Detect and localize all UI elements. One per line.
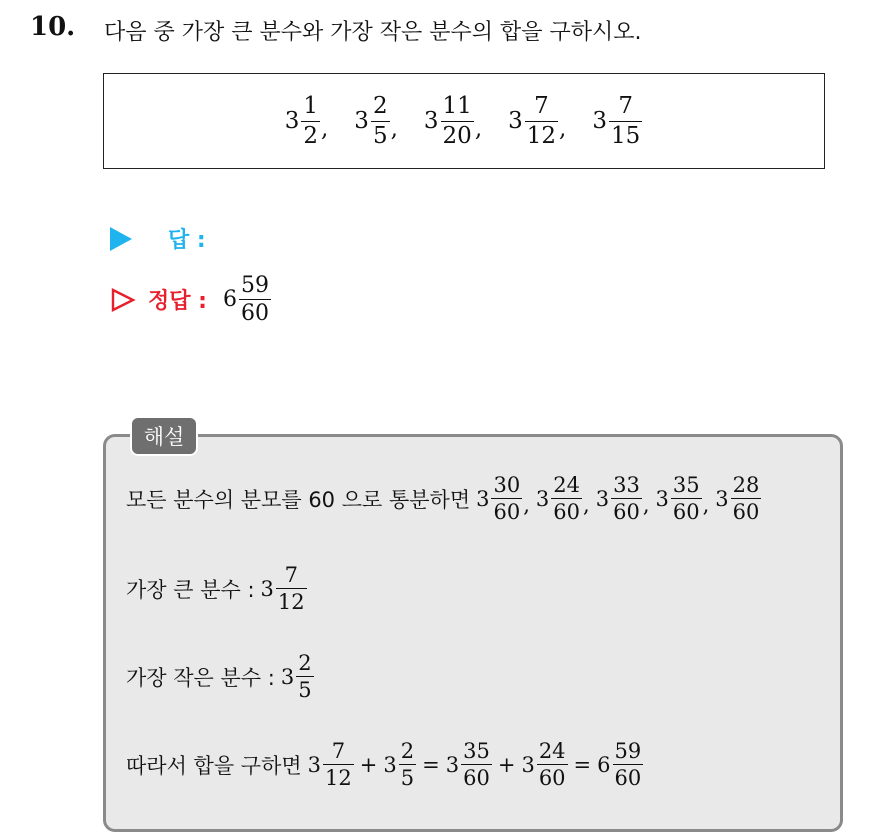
whole-part: 3 (476, 486, 490, 511)
choices-list (285, 94, 644, 147)
numerator: 2 (400, 739, 415, 763)
separator: , (474, 115, 483, 142)
operator: + (497, 752, 516, 777)
operator: = (573, 752, 592, 777)
numerator: 24 (553, 473, 581, 497)
denominator: 60 (493, 500, 521, 525)
numerator: 30 (493, 473, 521, 497)
choice-fraction (424, 94, 482, 147)
denominator: 60 (613, 500, 640, 525)
denominator: 12 (277, 590, 305, 615)
answer-row (110, 223, 206, 254)
numerator: 2 (298, 651, 312, 675)
whole-part: 3 (383, 752, 397, 777)
denominator: 60 (672, 500, 700, 525)
choices-box (103, 73, 825, 169)
numerator: 35 (463, 739, 490, 763)
whole-part: 3 (260, 576, 274, 601)
numerator: 35 (672, 473, 700, 497)
correct-answer-fraction (223, 274, 271, 325)
choice-fraction (508, 94, 566, 147)
answer-label: 답 : (168, 228, 206, 253)
correct-answer-label: 정답 : (148, 289, 207, 315)
numerator: 11 (442, 93, 472, 120)
fraction (536, 474, 590, 523)
whole-part: 3 (715, 486, 729, 511)
whole-part: 3 (592, 108, 607, 134)
denominator: 12 (526, 122, 557, 149)
solution-text: 따라서 합을 구하면 (126, 753, 302, 778)
solution-text: 가장 큰 분수 : (126, 577, 255, 602)
whole-part: 3 (445, 752, 460, 777)
whole-part: 6 (222, 287, 237, 313)
denominator: 12 (325, 766, 352, 791)
fraction (656, 474, 710, 523)
whole-part: 3 (595, 486, 610, 511)
numerator: 2 (372, 93, 388, 120)
fraction (476, 474, 530, 523)
whole-part: 3 (423, 108, 439, 134)
fraction (715, 474, 762, 523)
numerator: 28 (732, 473, 760, 497)
denominator: 60 (463, 766, 490, 791)
whole-part: 3 (535, 486, 550, 511)
denominator: 5 (400, 766, 415, 791)
question-number: 10. (30, 12, 76, 42)
fraction (596, 474, 650, 523)
numerator: 59 (240, 273, 269, 298)
whole-part: 3 (307, 752, 322, 777)
choice-fraction (285, 94, 329, 147)
whole-part: 3 (354, 108, 369, 134)
numerator: 24 (538, 739, 566, 763)
correct-answer-row (110, 274, 271, 325)
whole-part: 3 (280, 664, 295, 689)
separator: , (583, 493, 590, 518)
whole-part: 3 (508, 108, 523, 134)
separator: , (642, 493, 650, 518)
solution-text: 모든 분수의 분모를 60 으로 통분하면 (126, 487, 471, 512)
play-triangle-icon (110, 227, 132, 251)
whole-part: 3 (521, 752, 535, 777)
solution-tab: 해설 (130, 416, 198, 456)
solution-math (476, 474, 762, 523)
denominator: 15 (611, 122, 641, 149)
numerator: 1 (303, 93, 318, 120)
fraction (521, 740, 567, 789)
separator: , (523, 493, 530, 518)
numerator: 7 (284, 563, 298, 587)
denominator: 20 (442, 122, 472, 149)
solution-math (308, 740, 644, 789)
denominator: 60 (614, 766, 642, 791)
outline-triangle-icon (110, 287, 136, 313)
separator: , (559, 115, 567, 142)
solution-text: 가장 작은 분수 : (126, 665, 275, 690)
numerator: 7 (534, 93, 549, 120)
fraction (308, 740, 354, 789)
whole-part: 3 (284, 108, 300, 134)
denominator: 60 (553, 500, 581, 525)
fraction (261, 564, 307, 613)
denominator: 5 (372, 122, 388, 149)
operator: = (422, 752, 440, 777)
denominator: 60 (732, 500, 760, 525)
fraction (383, 740, 416, 789)
separator: , (702, 493, 710, 518)
question-text: 다음 중 가장 큰 분수와 가장 작은 분수의 합을 구하시오. (104, 20, 642, 45)
fraction (281, 652, 314, 701)
solution-line-2 (126, 564, 307, 613)
solution-line-1 (126, 474, 762, 523)
whole-part: 3 (655, 486, 669, 511)
choice-fraction (592, 94, 643, 147)
numerator: 33 (613, 473, 640, 497)
denominator: 60 (538, 766, 566, 791)
whole-part: 6 (597, 752, 611, 777)
separator: , (390, 115, 398, 142)
operator: + (359, 752, 378, 777)
numerator: 7 (331, 739, 346, 763)
numerator: 7 (618, 93, 633, 120)
denominator: 60 (240, 301, 269, 327)
separator: , (320, 115, 329, 142)
fraction (597, 740, 643, 789)
denominator: 2 (303, 122, 318, 149)
denominator: 5 (298, 678, 312, 703)
choice-fraction (354, 94, 398, 147)
solution-line-4 (126, 740, 643, 789)
fraction (446, 740, 492, 789)
solution-line-3 (126, 652, 314, 701)
numerator: 59 (614, 739, 642, 763)
